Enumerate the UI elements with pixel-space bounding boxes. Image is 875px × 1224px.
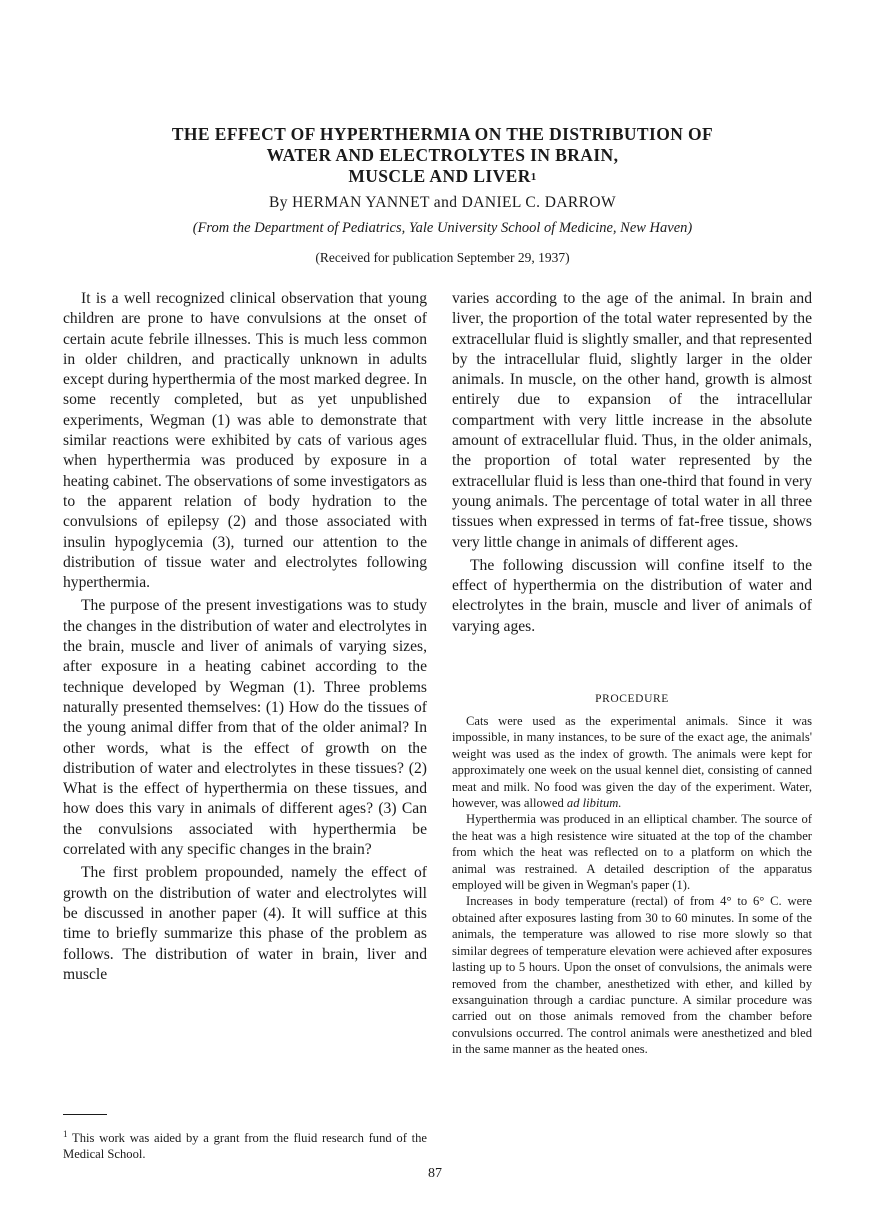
intro-paragraph-1: It is a well recognized clinical observation that young children are prone to have convulsions at the onset of certain acute febrile illnesses. This is much less common in older children, and practically unknown in adults except during hyperthermia of the most marked degree. In some recently completed, but as yet unpublished experiments, Wegman (1) was able to demonstrate that similar reactions were exhibited by cats of various ages when hyperthermia was produced by exposure in a heating cabinet. The observations of some investigators as to the apparent relation of body hydration to the convulsions of epilepsy (2) and those associated with insulin hypoglycemia (3), turned our attention to the distribution of tissue water and electrolytes following hyperthermia. <box>63 290 427 592</box>
procedure-heading: PROCEDURE <box>595 693 669 705</box>
title-line-3: MUSCLE AND LIVER <box>348 166 531 186</box>
procedure-paragraph-1-text: Cats were used as the experimental animals. Since it was impossible, in many instances, to be sure of the exact age, the animals' weight was used as the index of growth. The animals were kept for approximately one week on the usual kennel diet, consisting of canned meat and milk. No food was given the day of the experiment. Water, however, was allowed <box>452 714 812 811</box>
title-line-1: THE EFFECT OF HYPERTHERMIA ON THE DISTRIBUTION OF <box>171 124 714 144</box>
title-footnote-mark: 1 <box>530 171 537 183</box>
intro-paragraph-4: The following discussion will confine itself to the effect of hyperthermia on the distribution of water and electrolytes in the brain, muscle and liver of animals of varying ages. <box>452 556 812 635</box>
title-line-2: WATER AND ELECTROLYTES IN BRAIN, <box>266 145 619 165</box>
authors: By HERMAN YANNET and DANIEL C. DARROW <box>268 194 617 211</box>
procedure-section <box>452 713 812 1058</box>
procedure-paragraph-1-italic: ad libitum. <box>566 796 622 811</box>
intro-paragraph-2: The purpose of the present investigations was to study the changes in the distribution of water and electrolytes in the brain, muscle and liver of animals of varying sizes, after exposure in a heating cabinet according to the technique developed by Wegman (1). Three problems naturally presented themselves: (1) How do the tissues of the young animal differ from that of the older animal? In other words, what is the effect of growth on the distribution of water and electrolytes in these tissues? (2) What is the effect of hyperthermia on these tissues, and how does this vary in animals of different ages? (3) Can the convulsions associated with hyperthermia be correlated with any specific changes in the brain? <box>63 597 427 859</box>
procedure-paragraph-3: Increases in body temperature (rectal) of from 4° to 6° C. were obtained after exposures lasting from 30 to 60 minutes. In some of the animals, the temperature was allowed to rise more slowly so that similar degrees of temperature elevation were achieved after exposures lasting up to 5 hours. Upon the onset of convulsions, the animals were removed from the chamber, anesthetized with ether, and killed by exsanguination through a cardiac puncture. A similar procedure was carried out on those animals removed from the chamber before convulsions occurred. The control animals were anesthetized and bled in the same manner as the heated ones. <box>452 894 812 1057</box>
right-column <box>452 289 812 637</box>
footnote-mark: 1 <box>63 1129 68 1139</box>
page-number: 87 <box>428 1166 442 1181</box>
affiliation: (From the Department of Pediatrics, Yale University School of Medicine, New Haven) <box>192 220 693 236</box>
article-title <box>120 124 765 190</box>
procedure-paragraph-2: Hyperthermia was produced in an elliptical chamber. The source of the heat was a high resistence wire situated at the top of the chamber from which the heat was reflected on to a platform on which the animal was restrained. A detailed description of the apparatus employed will be given in Wegman's paper (1). <box>452 812 812 893</box>
received-date: (Received for publication September 29, 1937) <box>315 250 570 265</box>
footnote-text: This work was aided by a grant from the fluid research fund of the Medical School. <box>63 1131 428 1162</box>
footnote <box>63 1126 427 1162</box>
intro-paragraph-3-continued: varies according to the age of the animal. In brain and liver, the proportion of the total water represented by the extracellular fluid is slightly smaller, and that represented by the intracellular fluid, slightly larger in the older animals. In muscle, on the other hand, growth is almost entirely due to expansion of the intracellular compartment with very little increase in the absolute amount of extracellular fluid. Thus, in the older animals, the proportion of total water represented by the extracellular fluid is less than one-third that found in very young animals. The percentage of total water in all three tissues when expressed in terms of fat-free tissue, shows very little change in animals of different ages. <box>452 290 812 551</box>
left-column <box>63 289 427 985</box>
footnote-divider <box>63 1114 107 1115</box>
intro-paragraph-3: The first problem propounded, namely the effect of growth on the distribution of water and electrolytes will be discussed in another paper (4). It will suffice at this time to briefly summarize this phase of the problem as follows. The distribution of water in brain, liver and muscle <box>63 864 427 983</box>
procedure-paragraph-1 <box>452 713 812 811</box>
